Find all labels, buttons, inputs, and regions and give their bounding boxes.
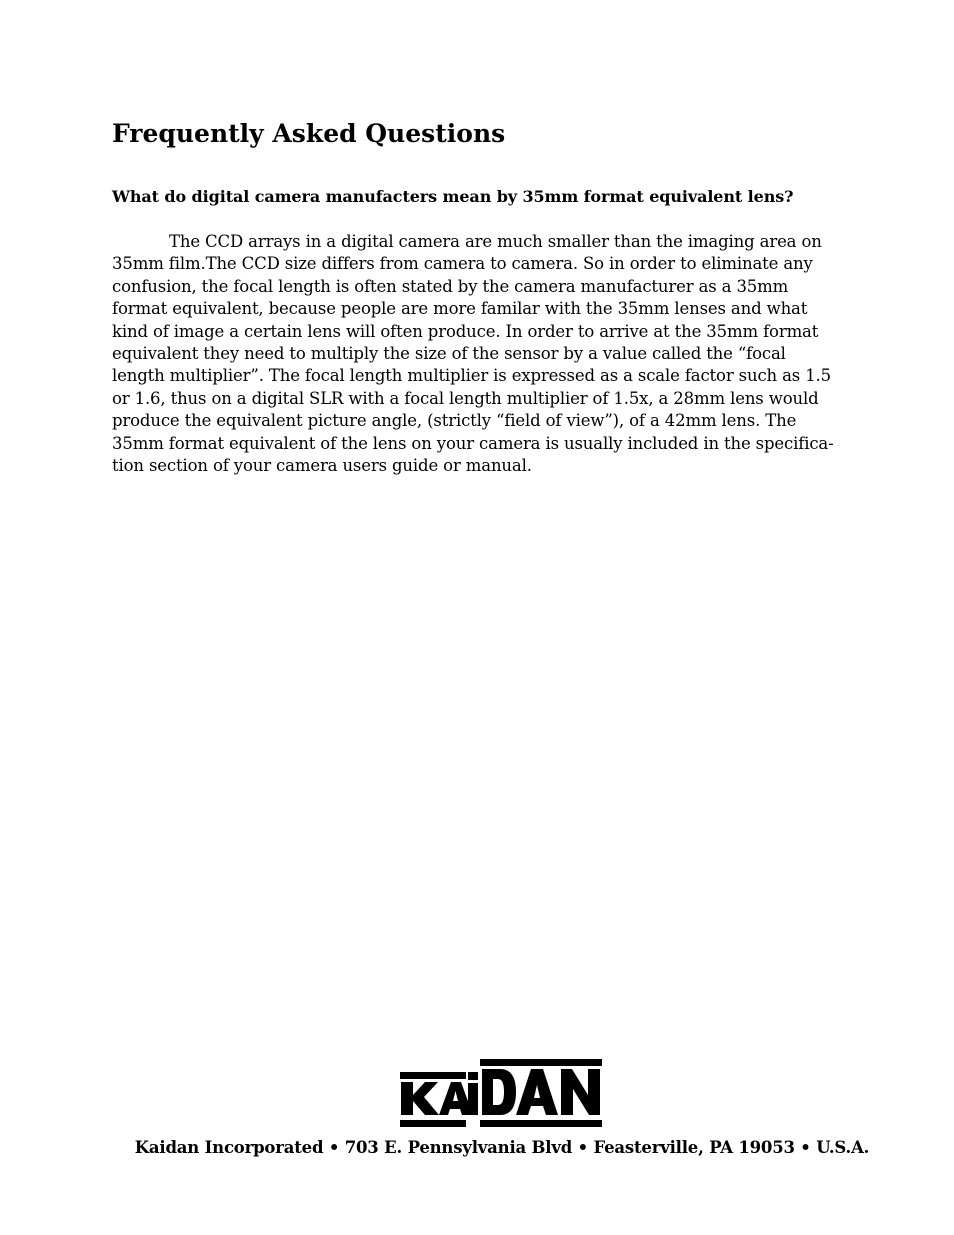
kaidan-logo-mark bbox=[400, 1057, 602, 1129]
answer-line: kind of image a certain lens will often produce. In order to arrive at the 35mm format bbox=[112, 321, 819, 341]
answer-line: 35mm film.The CCD size differs from camera to camera. So in order to eliminate any bbox=[112, 254, 813, 274]
answer-line: confusion, the focal length is often stated by the camera manufacturer as a 35mm bbox=[112, 276, 789, 296]
answer-line: or 1.6, thus on a digital SLR with a focal length multiplier of 1.5x, a 28mm lens would bbox=[112, 388, 819, 408]
page-title: Frequently Asked Questions bbox=[112, 119, 506, 148]
answer-line: length multiplier”. The focal length multiplier is expressed as a scale factor such as 1.5 bbox=[112, 366, 831, 386]
answer-line: tion section of your camera users guide or manual. bbox=[112, 456, 532, 476]
answer-line: 35mm format equivalent of the lens on your camera is usually included in the specifica- bbox=[112, 433, 834, 453]
answer-line: equivalent they need to multiply the size of the sensor by a value called the “focal bbox=[112, 344, 786, 364]
answer-line: format equivalent, because people are more familar with the 35mm lenses and what bbox=[112, 299, 808, 319]
faq-question: What do digital camera manufacters mean by 35mm format equivalent lens? bbox=[112, 187, 794, 206]
answer-line: The CCD arrays in a digital camera are much smaller than the imaging area on bbox=[169, 232, 822, 251]
kaidan-logo bbox=[400, 1057, 602, 1129]
answer-line: produce the equivalent picture angle, (strictly “field of view”), of a 42mm lens. The bbox=[112, 411, 797, 431]
faq-answer bbox=[112, 231, 902, 477]
company-address: Kaidan Incorporated • 703 E. Pennsylvania Blvd • Feasterville, PA 19053 • U.S.A. bbox=[134, 1138, 870, 1157]
